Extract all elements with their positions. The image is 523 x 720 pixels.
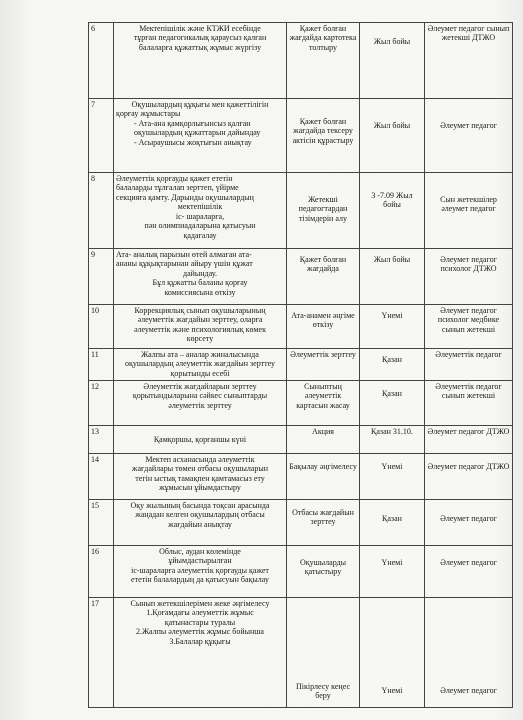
form-cell: Отбасы жағдайын зерттеу [287, 500, 360, 546]
when-cell: Үнемі [360, 546, 425, 598]
table-row [89, 454, 513, 500]
table-row [89, 546, 513, 598]
action-cell [114, 173, 287, 249]
action-line: іс-шараларға әлеуметтік қорғауды қажет [131, 565, 269, 575]
action-line: жұмысын ұйымдастыру [159, 483, 241, 493]
action-cell [114, 349, 287, 381]
action-line: әлеуметтік зерттеу [168, 400, 232, 410]
action-line: Облыс, аудан көлемінде [159, 547, 241, 556]
table-row [89, 249, 513, 305]
action-bullet-text: Асыраушысы жоқтығын анықтау [138, 137, 252, 147]
form-cell: Бақылау әңгімелесу [287, 454, 360, 500]
when-cell: Жыл бойы [360, 23, 425, 99]
form-cell: Ата-анамен әңгіме өткізу [287, 305, 360, 349]
when-cell: Үнемі [360, 454, 425, 500]
action-line: әлеуметтік жағдайын зерттеу, оларға [137, 315, 263, 325]
when-cell: Қазан [360, 381, 425, 426]
table-row [89, 598, 513, 708]
table-row [89, 381, 513, 426]
action-line: балаларға құжаттық жұмыс жүргізу [138, 42, 262, 52]
action-cell [114, 381, 287, 426]
row-number: 13 [89, 426, 114, 454]
action-line: ететін балалардың да қатысуын бақылау [131, 575, 269, 585]
action-line: Сынып жетекшілерімен жеке әңгімелесу [130, 599, 270, 608]
row-number: 10 [89, 305, 114, 349]
action-line: дайындау. [183, 268, 217, 278]
action-line: Әлеуметтік қорғауды қажет ететін [116, 174, 233, 183]
when-cell: Жыл бойы [360, 249, 425, 305]
action-bullet: - Ата-ана қамқорлығынсыз қалған оқушылардың құжаттарын дайындау [134, 118, 261, 138]
when-cell: Қазан [360, 349, 425, 381]
action-bullet-text: Ата-ана қамқорлығынсыз қалған оқушылардың құжаттарын дайындау [134, 118, 261, 138]
table-row [89, 99, 513, 173]
when-cell: Қазан [360, 500, 425, 546]
row-number: 15 [89, 500, 114, 546]
responsible-cell: Әлеуметтік педагог [425, 349, 513, 381]
when-cell: Жыл бойы [360, 99, 425, 173]
responsible-cell: Әлеумет педагог [425, 99, 513, 173]
action-line: қатынастары туралы [164, 617, 236, 627]
action-line: оқушылардың әлеуметтік жағдайын зерттеу [125, 359, 275, 369]
action-line: мектепішілік [177, 202, 223, 212]
row-number: 12 [89, 381, 114, 426]
action-cell [114, 598, 287, 708]
action-line: Жалпы ата – аналар жиналысында [141, 350, 259, 359]
work-plan-table [88, 22, 513, 708]
action-line: жағдайлары төмен отбасы оқушыларын [131, 464, 269, 474]
when-cell: Үнемі [360, 598, 425, 708]
row-number: 6 [89, 23, 114, 99]
responsible-cell: Әлеумет педагог психолог медбике сынып жетекші [425, 305, 513, 349]
row-number: 14 [89, 454, 114, 500]
table-row [89, 305, 513, 349]
responsible-cell: Сын жетекшілер әлеумет педагог [425, 173, 513, 249]
action-line: пән олимпиадаларына қатысуын [144, 221, 256, 231]
action-line: Мектеп асханасында әлеуметтік [145, 455, 255, 464]
form-cell: Қажет болған жағдайда картотека толтыру [287, 23, 360, 99]
responsible-cell: Әлеумет педагог ДТЖО [425, 454, 513, 500]
action-line: балаларды тұлғалап зерттеп, үйірме [116, 183, 239, 193]
action-line: 3.Балалар құқығы [169, 636, 231, 646]
form-cell: Қажет болған жағдайда тексеру актісін құрастыру [287, 99, 360, 173]
action-line: әлеуметтік және психологиялық көмек [134, 324, 266, 334]
action-line: Әлеуметтік жағдайларын зерттеу [143, 382, 257, 391]
action-line: қорытындыларына сәйкес сыныптарды [132, 391, 268, 401]
action-line: Ата- аналық парызын өтей алмаған ата- [116, 250, 252, 259]
action-cell [114, 249, 287, 305]
action-line: ананы құқықтарынан айыру үшін құжат [116, 259, 253, 269]
row-number: 11 [89, 349, 114, 381]
action-line: Қамқоршы, қорғаншы күні [153, 434, 247, 444]
action-line: қадағалау [183, 230, 217, 240]
action-cell [114, 500, 287, 546]
action-line: қорытынды есебі [170, 368, 230, 378]
form-cell: Жетекші педагогтардан тізімдерін алу [287, 173, 360, 249]
action-line: көрсету [186, 334, 214, 344]
action-cell [114, 305, 287, 349]
action-line: 1.Қоғамдағы әлеуметтік жұмыс [146, 608, 254, 618]
action-cell [114, 546, 287, 598]
form-cell: Қажет болған жағдайда [287, 249, 360, 305]
action-line: Оқу жылының басында тоқсан арасында [130, 501, 270, 510]
action-cell [114, 426, 287, 454]
row-number: 16 [89, 546, 114, 598]
responsible-cell: Әлеуметтік педагог сынып жетекші [425, 381, 513, 426]
row-number: 9 [89, 249, 114, 305]
action-line: Оқушылардың құқығы мен қажеттілігін [131, 100, 269, 109]
row-number: 8 [89, 173, 114, 249]
responsible-cell: Әлеумет педагог ДТЖО [425, 426, 513, 454]
action-line: секцияға қамту. Дарынды оқушылардың [116, 192, 254, 202]
action-line: Мектепішілік және КТЖИ есебінде [139, 24, 261, 33]
action-line: 2.Жалпы әлеуметтік жұмыс бойынша [136, 627, 264, 637]
row-number: 17 [89, 598, 114, 708]
action-line: ұйымдастырылған [168, 556, 232, 566]
action-cell [114, 99, 287, 173]
action-line: іс- шараларға, [175, 211, 225, 221]
action-line: қорғау жұмыстары [116, 109, 181, 119]
row-number: 7 [89, 99, 114, 173]
table-row [89, 349, 513, 381]
action-bullet: - Асыраушысы жоқтығын анықтау [134, 137, 252, 147]
action-line: жағдайын анықтау [168, 519, 232, 529]
responsible-cell: Әлеумет педагог [425, 500, 513, 546]
table-row [89, 426, 513, 454]
table-row [89, 500, 513, 546]
table-row [89, 23, 513, 99]
form-cell: Сыныптың әлеуметтік картасын жасау [287, 381, 360, 426]
responsible-cell: Әлеумет педагог [425, 546, 513, 598]
action-cell [114, 23, 287, 99]
when-cell: Қазан 31.10. [360, 426, 425, 454]
when-cell: Үнемі [360, 305, 425, 349]
form-cell: Пікірлесу кеңес беру [287, 598, 360, 708]
action-line: тұрған педагогикалық қараусыз қалған [133, 33, 267, 43]
when-cell: 3 -7.09 Жыл бойы [360, 173, 425, 249]
form-cell: Оқушыларды қатыстыру [287, 546, 360, 598]
responsible-cell: Әлеумет педагог сынып жетекші ДТЖО [425, 23, 513, 99]
action-line: Коррекциялық сынып оқушыларының [134, 306, 266, 315]
action-cell [114, 454, 287, 500]
action-line: жаңадан келген оқушылардың отбасы [135, 510, 265, 520]
responsible-cell: Әлеумет педагог психолог ДТЖО [425, 249, 513, 305]
responsible-cell: Әлеумет педагог [425, 598, 513, 708]
action-line: комиссиясына өткізу [164, 287, 236, 297]
action-line: Бұл құжатты баланы қорғау [152, 278, 248, 288]
form-cell: Әлеуметтік зерттеу [287, 349, 360, 381]
action-line: тегін ыстық тамақпен қамтамасыз ету [135, 473, 265, 483]
table-row [89, 173, 513, 249]
form-cell: Акция [287, 426, 360, 454]
